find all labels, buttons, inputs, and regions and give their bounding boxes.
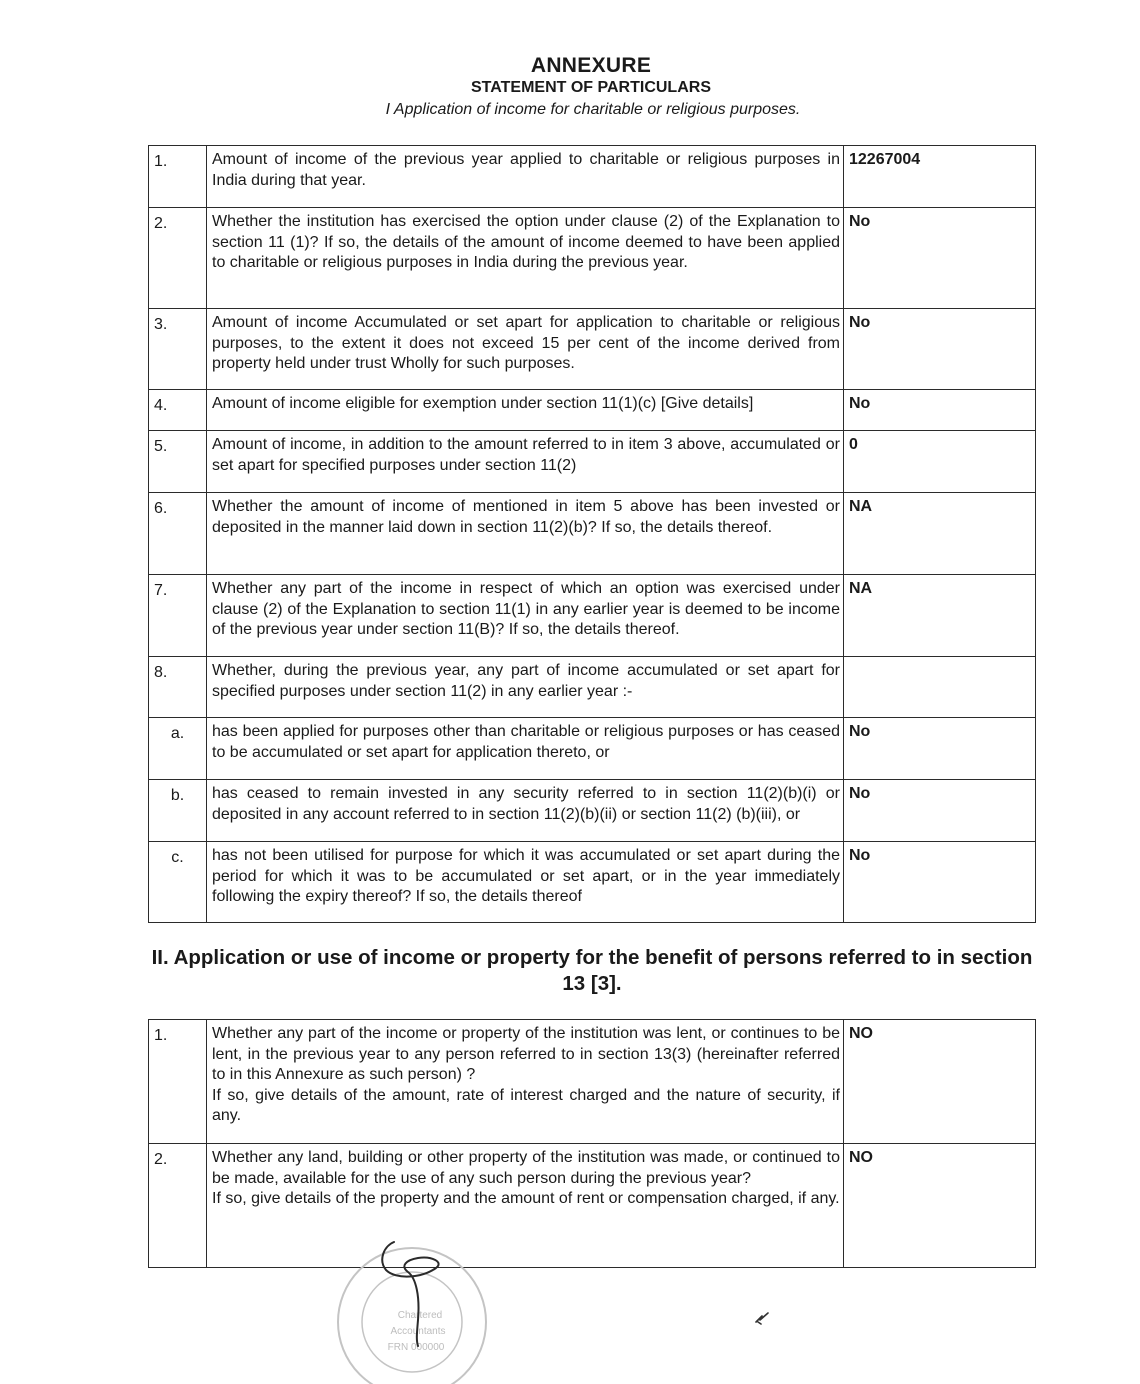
row-answer: No — [844, 309, 1036, 390]
row-answer: NO — [844, 1020, 1036, 1144]
row-number: 7. — [149, 575, 207, 657]
row-number: 2. — [149, 1144, 207, 1268]
table-row — [149, 657, 1036, 718]
row-question-text: Whether any part of the income or property of the institution was lent, or continues to be lent, in the previous year to any person referred to in section 13(3) (hereinafter referred to in this Annexure as such person) ? — [212, 1025, 840, 1083]
section-1-table — [148, 145, 1036, 923]
row-question: Amount of income Accumulated or set apart for application to charitable or religious purposes, to the extent it does not exceed 15 per cent of the income derived from property held under trust Wholly for such purposes. — [207, 309, 844, 390]
table-row — [149, 1020, 1036, 1144]
row-number: 1. — [149, 146, 207, 208]
row-question: Amount of income of the previous year applied to charitable or religious purposes in India during that year. — [207, 146, 844, 208]
table-row — [149, 718, 1036, 780]
table-row — [149, 1144, 1036, 1268]
annexure-header — [0, 54, 1140, 119]
row-number: 5. — [149, 431, 207, 493]
row-number: 6. — [149, 493, 207, 575]
seal-line-3: FRN 000000 — [387, 1342, 445, 1353]
row-question: has not been utilised for purpose for which it was accumulated or set apart during the period for which it was to be accumulated or set apart, or in the year immediately following the expiry thereof? If so, the details thereof — [207, 842, 844, 923]
row-answer: 12267004 — [844, 146, 1036, 208]
row-answer: No — [844, 390, 1036, 431]
pen-mark-icon — [752, 1310, 772, 1326]
section-2-table — [148, 1019, 1036, 1268]
table-row — [149, 309, 1036, 390]
row-question-followup: If so, give details of the property and the amount of rent or compensation charged, if any. — [212, 1190, 840, 1207]
row-answer: 0 — [844, 431, 1036, 493]
table-row — [149, 390, 1036, 431]
row-question: has ceased to remain invested in any security referred to in section 11(2)(b)(i) or deposited in any account referred to in section 11(2)(b)(ii) or section 11(2) (b)(iii), or — [207, 780, 844, 842]
row-question: Whether the institution has exercised the option under clause (2) of the Explanation to section 11 (1)? If so, the details of the amount of income deemed to have been applied to charitable or religious purposes in India during the previous year. — [207, 208, 844, 309]
row-answer: No — [844, 718, 1036, 780]
section-2-title: II. Application or use of income or property for the benefit of persons referred to in section 13 [3]. — [151, 946, 1033, 995]
firm-seal-stamp — [332, 1236, 492, 1384]
statement-subtitle: STATEMENT OF PARTICULARS — [471, 79, 711, 96]
table-row — [149, 493, 1036, 575]
table-row — [149, 208, 1036, 309]
row-question-followup: If so, give details of the amount, rate of interest charged and the nature of security, if any. — [212, 1086, 840, 1124]
row-answer: NO — [844, 1144, 1036, 1268]
row-number: a. — [149, 718, 207, 780]
row-number: c. — [149, 842, 207, 923]
row-answer — [844, 657, 1036, 718]
row-number: 8. — [149, 657, 207, 718]
row-number: 4. — [149, 390, 207, 431]
row-question: Whether the amount of income of mentioned in item 5 above has been invested or deposited in the manner laid down in section 11(2)(b)? If so, the details thereof. — [207, 493, 844, 575]
row-question — [207, 1144, 844, 1268]
row-number: 2. — [149, 208, 207, 309]
annexure-title: ANNEXURE — [530, 54, 652, 77]
table-row — [149, 575, 1036, 657]
row-question: Whether, during the previous year, any part of income accumulated or set apart for specified purposes under section 11(2) in any earlier year :- — [207, 657, 844, 718]
table-row — [149, 780, 1036, 842]
row-answer: No — [844, 780, 1036, 842]
section-1-title: I Application of income for charitable or religious purposes. — [385, 101, 801, 118]
seal-line-1: Chartered — [397, 1310, 443, 1321]
row-question: Whether any part of the income in respect of which an option was exercised under clause (2) of the Explanation to section 11(1) in any earlier year is deemed to be income of the previous year under section 11(B)? If so, the details thereof. — [207, 575, 844, 657]
seal-line-2: Accountants — [390, 1326, 446, 1337]
row-number: 1. — [149, 1020, 207, 1144]
table-row — [149, 146, 1036, 208]
row-question: Amount of income, in addition to the amount referred to in item 3 above, accumulated or set apart for specified purposes under section 11(2) — [207, 431, 844, 493]
row-question — [207, 1020, 844, 1144]
row-number: b. — [149, 780, 207, 842]
row-question-text: Whether any land, building or other property of the institution was made, or continued to be made, available for the use of any such person during the previous year? — [212, 1149, 840, 1187]
row-answer: NA — [844, 493, 1036, 575]
row-answer: No — [844, 208, 1036, 309]
row-answer: No — [844, 842, 1036, 923]
row-number: 3. — [149, 309, 207, 390]
row-question: Amount of income eligible for exemption under section 11(1)(c) [Give details] — [207, 390, 844, 431]
table-row — [149, 842, 1036, 923]
table-row — [149, 431, 1036, 493]
row-answer: NA — [844, 575, 1036, 657]
row-question: has been applied for purposes other than charitable or religious purposes or has ceased to be accumulated or set apart for application thereto, or — [207, 718, 844, 780]
